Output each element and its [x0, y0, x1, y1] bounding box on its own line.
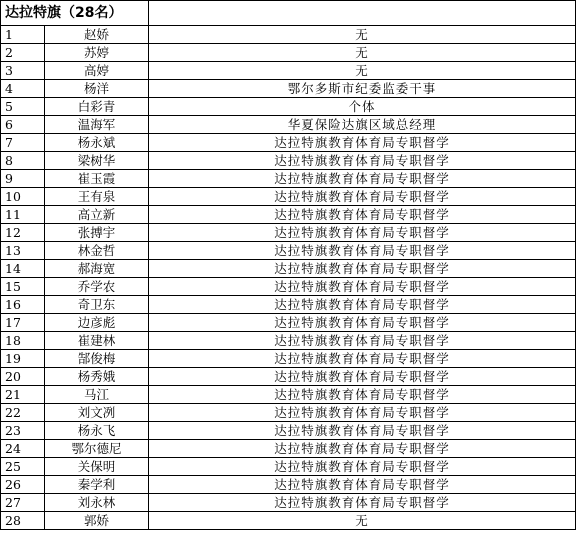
person-name-cell: 杨永斌: [45, 134, 149, 152]
table-row: [1, 278, 576, 296]
table-row: [1, 44, 576, 62]
person-name-cell: 王有泉: [45, 188, 149, 206]
position-cell: 达拉特旗教育体育局专职督学: [149, 224, 576, 242]
row-number-cell: 2: [1, 44, 45, 62]
row-number-cell: 25: [1, 458, 45, 476]
table-row: [1, 152, 576, 170]
table-row: [1, 80, 576, 98]
table-row: [1, 386, 576, 404]
position-cell: 无: [149, 44, 576, 62]
person-name-cell: 郜俊梅: [45, 350, 149, 368]
person-name-cell: 刘永林: [45, 494, 149, 512]
row-number-cell: 16: [1, 296, 45, 314]
row-number-cell: 24: [1, 440, 45, 458]
position-cell: 达拉特旗教育体育局专职督学: [149, 458, 576, 476]
table-row: [1, 242, 576, 260]
person-name-cell: 杨秀娥: [45, 368, 149, 386]
person-name-cell: 赵娇: [45, 26, 149, 44]
row-number-cell: 20: [1, 368, 45, 386]
table-title: 达拉特旗（28名）: [1, 1, 149, 26]
table-row: [1, 350, 576, 368]
position-cell: 达拉特旗教育体育局专职督学: [149, 332, 576, 350]
table-row: [1, 512, 576, 530]
person-name-cell: 关保明: [45, 458, 149, 476]
row-number-cell: 18: [1, 332, 45, 350]
person-name-cell: 白彩青: [45, 98, 149, 116]
row-number-cell: 22: [1, 404, 45, 422]
person-name-cell: 林金哲: [45, 242, 149, 260]
table-row: [1, 206, 576, 224]
table-row: [1, 62, 576, 80]
position-cell: 达拉特旗教育体育局专职督学: [149, 440, 576, 458]
table-row: [1, 116, 576, 134]
person-name-cell: 崔建林: [45, 332, 149, 350]
person-name-cell: 梁树华: [45, 152, 149, 170]
table-row: [1, 494, 576, 512]
position-cell: 达拉特旗教育体育局专职督学: [149, 404, 576, 422]
person-name-cell: 乔学农: [45, 278, 149, 296]
person-name-cell: 温海军: [45, 116, 149, 134]
position-cell: 无: [149, 512, 576, 530]
person-name-cell: 秦学利: [45, 476, 149, 494]
position-cell: 个体: [149, 98, 576, 116]
row-number-cell: 10: [1, 188, 45, 206]
table-row: [1, 98, 576, 116]
row-number-cell: 11: [1, 206, 45, 224]
person-name-cell: 马江: [45, 386, 149, 404]
row-number-cell: 9: [1, 170, 45, 188]
row-number-cell: 19: [1, 350, 45, 368]
position-cell: 达拉特旗教育体育局专职督学: [149, 422, 576, 440]
position-cell: 达拉特旗教育体育局专职督学: [149, 314, 576, 332]
row-number-cell: 15: [1, 278, 45, 296]
table-row: [1, 296, 576, 314]
position-cell: 达拉特旗教育体育局专职督学: [149, 350, 576, 368]
person-name-cell: 高婷: [45, 62, 149, 80]
person-name-cell: 刘文冽: [45, 404, 149, 422]
position-cell: 鄂尔多斯市纪委监委干事: [149, 80, 576, 98]
position-cell: 达拉特旗教育体育局专职督学: [149, 260, 576, 278]
person-name-cell: 杨洋: [45, 80, 149, 98]
position-cell: 达拉特旗教育体育局专职督学: [149, 296, 576, 314]
position-cell: 达拉特旗教育体育局专职督学: [149, 152, 576, 170]
row-number-cell: 13: [1, 242, 45, 260]
person-name-cell: 张搏宇: [45, 224, 149, 242]
row-number-cell: 1: [1, 26, 45, 44]
person-name-cell: 奇卫东: [45, 296, 149, 314]
table-header-row: [1, 1, 576, 26]
table-row: [1, 440, 576, 458]
position-cell: 达拉特旗教育体育局专职督学: [149, 476, 576, 494]
table-row: [1, 476, 576, 494]
position-cell: 无: [149, 62, 576, 80]
row-number-cell: 23: [1, 422, 45, 440]
row-number-cell: 4: [1, 80, 45, 98]
table-row: [1, 368, 576, 386]
row-number-cell: 3: [1, 62, 45, 80]
roster-body: [1, 1, 576, 530]
row-number-cell: 21: [1, 386, 45, 404]
position-cell: 达拉特旗教育体育局专职督学: [149, 386, 576, 404]
position-cell: 达拉特旗教育体育局专职督学: [149, 188, 576, 206]
person-name-cell: 苏婷: [45, 44, 149, 62]
row-number-cell: 7: [1, 134, 45, 152]
position-cell: 达拉特旗教育体育局专职督学: [149, 368, 576, 386]
row-number-cell: 17: [1, 314, 45, 332]
table-row: [1, 404, 576, 422]
person-name-cell: 郝海宽: [45, 260, 149, 278]
position-cell: 达拉特旗教育体育局专职督学: [149, 242, 576, 260]
table-row: [1, 260, 576, 278]
row-number-cell: 14: [1, 260, 45, 278]
row-number-cell: 28: [1, 512, 45, 530]
table-row: [1, 170, 576, 188]
table-header-blank-cell: [149, 1, 576, 26]
table-row: [1, 188, 576, 206]
person-name-cell: 郭娇: [45, 512, 149, 530]
position-cell: 达拉特旗教育体育局专职督学: [149, 494, 576, 512]
row-number-cell: 12: [1, 224, 45, 242]
position-cell: 达拉特旗教育体育局专职督学: [149, 134, 576, 152]
table-row: [1, 422, 576, 440]
table-row: [1, 134, 576, 152]
table-row: [1, 26, 576, 44]
position-cell: 无: [149, 26, 576, 44]
person-name-cell: 边彦彪: [45, 314, 149, 332]
table-row: [1, 314, 576, 332]
position-cell: 达拉特旗教育体育局专职督学: [149, 170, 576, 188]
person-name-cell: 高立新: [45, 206, 149, 224]
row-number-cell: 27: [1, 494, 45, 512]
row-number-cell: 6: [1, 116, 45, 134]
row-number-cell: 8: [1, 152, 45, 170]
table-row: [1, 224, 576, 242]
row-number-cell: 26: [1, 476, 45, 494]
position-cell: 达拉特旗教育体育局专职督学: [149, 206, 576, 224]
table-row: [1, 332, 576, 350]
table-row: [1, 458, 576, 476]
row-number-cell: 5: [1, 98, 45, 116]
person-name-cell: 杨永飞: [45, 422, 149, 440]
person-name-cell: 鄂尔德尼: [45, 440, 149, 458]
person-name-cell: 崔玉霞: [45, 170, 149, 188]
position-cell: 达拉特旗教育体育局专职督学: [149, 278, 576, 296]
position-cell: 华夏保险达旗区域总经理: [149, 116, 576, 134]
